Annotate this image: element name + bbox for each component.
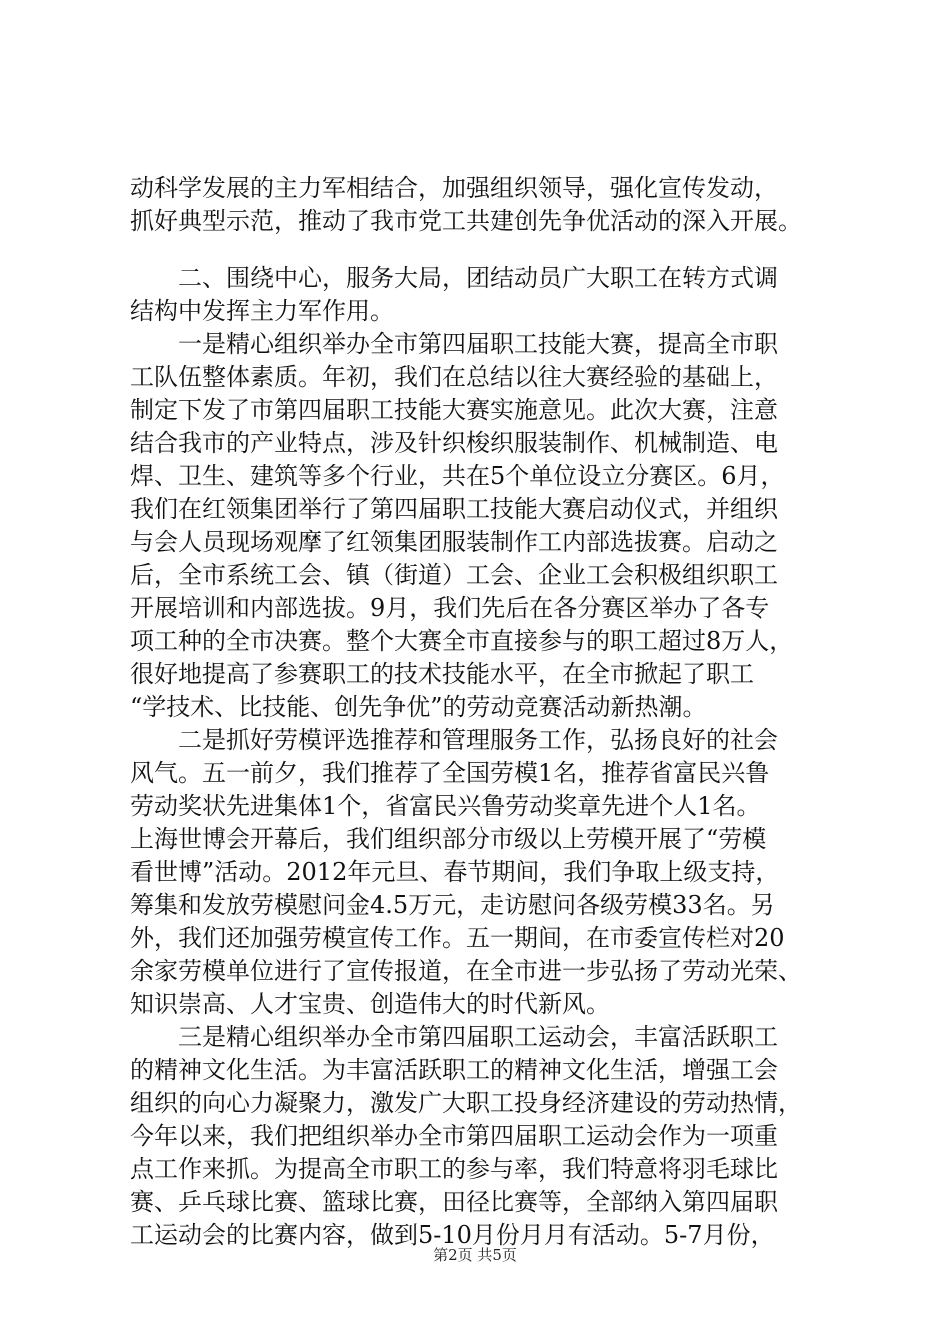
text-line: 结合我市的产业特点，涉及针织梭织服装制作、机械制造、电: [130, 429, 778, 457]
text-line: 筹集和发放劳模慰问金4.5万元，走访慰问各级劳模33名。另: [130, 891, 775, 919]
paragraph-gap: [130, 238, 842, 262]
text-line: “学技术、比技能、创先争优”的劳动竞赛活动新热潮。: [130, 693, 707, 721]
text-line: 外，我们还加强劳模宣传工作。五一期间，在市委宣传栏对20: [130, 924, 785, 952]
page-footer: 第2页 共5页: [433, 1246, 517, 1264]
text-line: 风气。五一前夕，我们推荐了全国劳模1名，推荐省富民兴鲁: [130, 759, 770, 787]
text-line: 抓好典型示范，推动了我市党工共建创先争优活动的深入开展。: [130, 207, 802, 235]
text-line: 的精神文化生活。为丰富活跃职工的精神文化生活，增强工会: [130, 1056, 778, 1084]
text-line: 很好地提高了参赛职工的技术技能水平，在全市掀起了职工: [130, 660, 754, 688]
text-line: 组织的向心力凝聚力，激发广大职工投身经济建设的劳动热情，: [130, 1089, 802, 1117]
text-line: 二是抓好劳模评选推荐和管理服务工作，弘扬良好的社会: [130, 726, 778, 754]
text-line: 上海世博会开幕后，我们组织部分市级以上劳模开展了“劳模: [130, 825, 767, 853]
text-line: 工队伍整体素质。年初，我们在总结以往大赛经验的基础上，: [130, 363, 778, 391]
text-line: 工运动会的比赛内容，做到5-10月份月月有活动。5-7月份，: [130, 1221, 775, 1249]
section-heading-line: 二、围绕中心，服务大局，团结动员广大职工在转方式调: [130, 264, 778, 292]
text-line: 开展培训和内部选拔。9月，我们先后在各分赛区举办了各专: [130, 594, 770, 622]
text-line: 制定下发了市第四届职工技能大赛实施意见。此次大赛，注意: [130, 396, 778, 424]
text-line: 项工种的全市决赛。整个大赛全市直接参与的职工超过8万人，: [130, 627, 794, 655]
text-line: 余家劳模单位进行了宣传报道，在全市进一步弘扬了劳动光荣、: [130, 957, 802, 985]
text-line: 动科学发展的主力军相结合，加强组织领导，强化宣传发动，: [130, 174, 778, 202]
text-line: 后，全市系统工会、镇（街道）工会、企业工会积极组织职工: [130, 561, 778, 589]
text-line: 与会人员现场观摩了红领集团服装制作工内部选拔赛。启动之: [130, 528, 778, 556]
text-line: 点工作来抓。为提高全市职工的参与率，我们特意将羽毛球比: [130, 1155, 778, 1183]
text-line: 知识崇高、人才宝贵、创造伟大的时代新风。: [130, 990, 610, 1018]
body-text: [130, 172, 842, 1252]
text-line: 三是精心组织举办全市第四届职工运动会，丰富活跃职工: [130, 1023, 778, 1051]
section-heading-line: 结构中发挥主力军作用。: [130, 297, 394, 325]
text-line: 今年以来，我们把组织举办全市第四届职工运动会作为一项重: [130, 1122, 778, 1150]
text-line: 一是精心组织举办全市第四届职工技能大赛，提高全市职: [130, 330, 778, 358]
text-line: 看世博”活动。2012年元旦、春节期间，我们争取上级支持，: [130, 858, 780, 886]
text-line: 赛、乒乓球比赛、篮球比赛，田径比赛等，全部纳入第四届职: [130, 1188, 778, 1216]
text-line: 焊、卫生、建筑等多个行业，共在5个单位设立分赛区。6月，: [130, 462, 785, 490]
text-line: 我们在红领集团举行了第四届职工技能大赛启动仪式，并组织: [130, 495, 778, 523]
text-line: 劳动奖状先进集体1个，省富民兴鲁劳动奖章先进个人1名。: [130, 792, 761, 820]
